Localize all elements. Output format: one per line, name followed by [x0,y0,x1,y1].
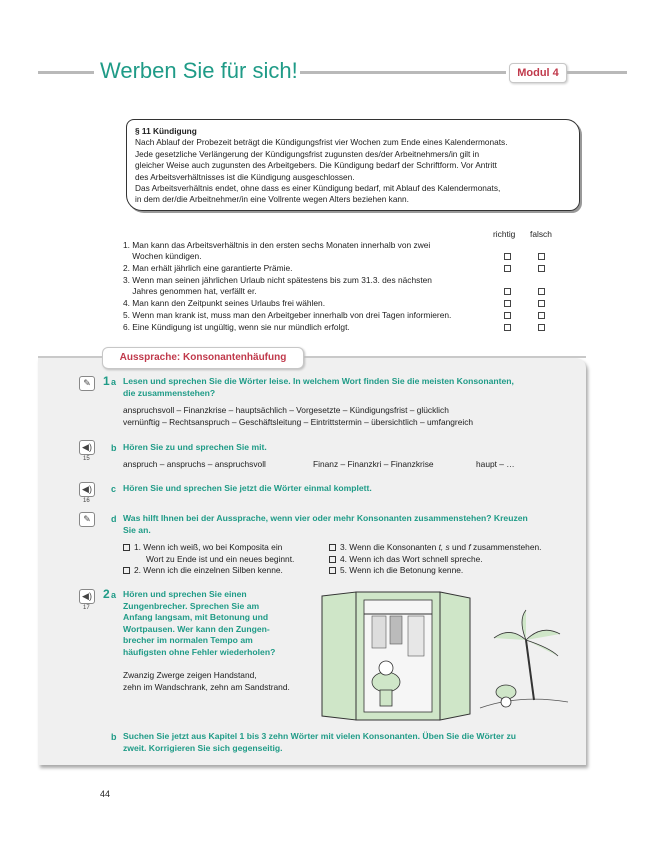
statement: 2. Man erhält jährlich eine garantierte Prämie. [123,263,293,273]
checkbox[interactable] [123,567,130,574]
law-line: gleicher Weise auch zugunsten des Arbeitgebers. Die Kündigung bedarf der Schriftform. Vor Antritt [135,160,497,171]
instruction-1c: Hören Sie und sprechen Sie jetzt die Wörter einmal komplett. [123,483,372,493]
checkbox-richtig-4[interactable] [504,300,511,307]
statement: 6. Eine Kündigung ist ungültig, wenn sie nur mündlich erfolgt. [123,322,350,332]
law-line: Jede gesetzliche Verlängerung der Kündigungsfrist zugunsten des/der Arbeitnehmers/in gilt in [135,148,480,159]
section-tab: Aussprache: Konsonantenhäufung [102,347,304,369]
statement: 5. Wenn man krank ist, muss man den Arbeitgeber innerhalb von drei Tagen informieren. [123,310,452,320]
exercise-number: 1 [103,374,110,388]
statement: 3. Wenn man seinen jährlichen Urlaub nicht spätestens bis zum 31.3. des nächsten [123,275,432,285]
checkbox-richtig-5[interactable] [504,312,511,319]
checkbox-falsch-1[interactable] [538,253,545,260]
page-number: 44 [100,789,111,799]
law-line: des Arbeitsverhältnisses ist die Kündigung ausgeschlossen. [135,171,355,182]
checkbox-falsch-4[interactable] [538,300,545,307]
statement: Wochen kündigen. [123,251,202,261]
words-1a: anspruchsvoll – Finanzkrise – hauptsächlich – Vorgesetzte – Kündigungsfrist – glücklich vernünftig – Rechtsanspruch – Geschäftsleitung – Eintrittstermin – übersichtlich – umfangreich [123,405,474,427]
checkbox-falsch-2[interactable] [538,265,545,272]
checkbox-falsch-3[interactable] [538,288,545,295]
statement: 1. Man kann das Arbeitsverhältnis in den ersten sechs Monaten innerhalb von zwei [123,240,431,250]
checkbox-falsch-6[interactable] [538,324,545,331]
exercise-letter: b [111,732,117,742]
option-2[interactable]: 2. Wenn ich die einzelnen Silben kenne. [123,565,283,577]
statement: Jahres genommen hat, verfällt er. [123,286,257,296]
law-line: in dem der/die Arbeitnehmer/in eine Vollrente wegen Alters beziehen kann. [135,194,409,205]
option-4[interactable]: 4. Wenn ich das Wort schnell spreche. [329,554,483,566]
speaker-icon[interactable]: ◀) [79,482,95,497]
checkbox-richtig-1[interactable] [504,253,511,260]
pencil-icon: ✎ [79,376,95,391]
modul-badge: Modul 4 [509,63,567,83]
col-falsch: falsch [530,229,552,239]
header-line-right [300,71,506,74]
exercise-number: 2 [103,587,110,601]
checkbox-richtig-2[interactable] [504,265,511,272]
checkbox[interactable] [123,544,130,551]
words-1b-3: haupt – … [476,459,515,469]
track-number: 17 [83,605,90,611]
statement: 4. Man kann den Zeitpunkt seines Urlaubs frei wählen. [123,298,326,308]
words-1b-1: anspruch – anspruchs – anspruchsvoll [123,459,266,469]
exercise-letter: a [111,377,117,387]
wardrobe-illustration [320,590,570,725]
option-1[interactable]: 1. Wenn ich weiß, wo bei Komposita ein Wort zu Ende ist und ein neues beginnt. [123,542,294,565]
exercise-letter: b [111,443,117,453]
exercise-letter: d [111,514,117,524]
law-line: Das Arbeitsverhältnis endet, ohne dass es einer Kündigung bedarf, mit Ablauf des Kalendermonats, [135,183,501,194]
option-5[interactable]: 5. Wenn ich die Betonung kenne. [329,565,463,577]
speaker-icon[interactable]: ◀) [79,440,95,455]
checkbox[interactable] [329,556,336,563]
pencil-icon: ✎ [79,512,95,527]
checkbox-richtig-3[interactable] [504,288,511,295]
option-3[interactable]: 3. Wenn die Konsonanten t, s und f zusammenstehen. [329,542,541,554]
law-heading: § 11 Kündigung [135,126,197,136]
tongue-twister: Zwanzig Zwerge zeigen Handstand, zehn im Wandschrank, zehn am Sandstrand. [123,670,290,692]
instruction-1a: Lesen und sprechen Sie die Wörter leise. In welchem Wort finden Sie die meisten Konsonanten, die zusammenstehen? [123,376,514,398]
track-number: 16 [83,498,90,504]
instruction-2a: Hören und sprechen Sie einen Zungenbrecher. Sprechen Sie am Anfang langsam, mit Betonung und Wortpausen. Wer kann den Zungen- brecher im normalen Tempo am häufigsten ohne Fehler wiederholen? [123,589,276,657]
checkbox[interactable] [329,544,336,551]
law-text-box [126,119,580,211]
page-title: Werben Sie für sich! [100,58,298,83]
words-1b-2: Finanz – Finanzkri – Finanzkrise [313,459,434,469]
checkbox[interactable] [329,567,336,574]
instruction-1b: Hören Sie zu und sprechen Sie mit. [123,442,267,452]
speaker-icon[interactable]: ◀) [79,589,95,604]
header-line-end [567,71,627,74]
exercise-letter: a [111,590,117,600]
checkbox-richtig-6[interactable] [504,324,511,331]
instruction-2b: Suchen Sie jetzt aus Kapitel 1 bis 3 zehn Wörter mit vielen Konsonanten. Üben Sie die Wörter zu zweit. Korrigieren Sie sich gegenseitig. [123,731,516,753]
track-number: 15 [83,456,90,462]
header-line-left [38,71,94,74]
col-richtig: richtig [493,229,516,239]
instruction-1d: Was hilft Ihnen bei der Aussprache, wenn vier oder mehr Konsonanten zusammenstehen? Kreuzen Sie an. [123,513,528,535]
checkbox-falsch-5[interactable] [538,312,545,319]
exercise-letter: c [111,484,117,494]
law-line: Nach Ablauf der Probezeit beträgt die Kündigungsfrist vier Wochen zum Ende eines Kalendermonats. [135,137,508,148]
